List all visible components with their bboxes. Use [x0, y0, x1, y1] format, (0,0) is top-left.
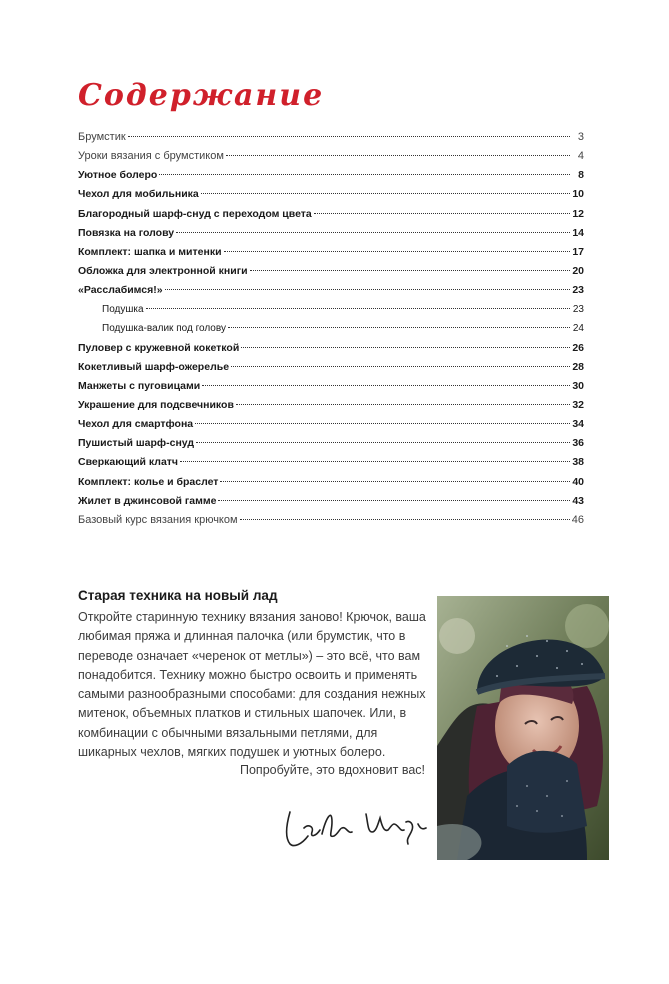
toc-entry-page: 8: [578, 169, 584, 182]
toc-entry: [78, 358, 584, 377]
toc-entry-page: 3: [577, 131, 584, 143]
promo-heading: Старая техника на новый лад: [78, 588, 278, 603]
toc-leader-dots: [202, 385, 570, 386]
toc-entry-title: Брумстик: [78, 131, 126, 143]
toc-entry-page: 28: [572, 360, 584, 373]
toc-leader-dots: [250, 270, 570, 271]
toc-entry-title: Кокетливый шарф-ожерелье: [78, 360, 230, 373]
toc-leader-dots: [201, 193, 570, 194]
toc-entry-page: 34: [572, 418, 584, 431]
toc-entry-page: 32: [572, 398, 584, 411]
toc-entry-page: 23: [572, 284, 584, 297]
toc-entry: [78, 166, 584, 185]
toc-entry-title: Чехол для смартфона: [78, 418, 194, 431]
toc-entry-title: Обложка для электронной книги: [78, 264, 248, 277]
toc-entry-title: Комплект: шапка и митенки: [78, 245, 222, 258]
toc-entry: [78, 205, 584, 224]
toc-leader-dots: [241, 347, 570, 348]
toc-entry-title: Комплект: колье и браслет: [78, 475, 219, 488]
toc-entry-page: 23: [572, 304, 584, 316]
toc-entry: [78, 511, 584, 530]
toc-entry-title: Украшение для подсвечников: [78, 398, 234, 411]
toc-entry: [78, 147, 584, 166]
toc-entry: [78, 434, 584, 453]
toc-leader-dots: [228, 327, 570, 328]
toc-entry: [78, 128, 584, 147]
toc-entry-page: 38: [572, 456, 584, 469]
toc-leader-dots: [220, 481, 570, 482]
toc-leader-dots: [224, 251, 570, 252]
toc-entry-title: Подушка: [102, 304, 144, 316]
toc-entry: [78, 262, 584, 281]
page-title: Содержание: [78, 78, 325, 113]
toc-entry-page: 24: [572, 323, 584, 335]
toc-leader-dots: [146, 308, 570, 309]
toc-entry: [78, 415, 584, 434]
toc-leader-dots: [159, 174, 570, 175]
toc-entry-title: «Расслабимся!»: [78, 284, 163, 297]
toc-entry-page: 26: [572, 341, 584, 354]
toc-entry: [78, 281, 584, 300]
toc-entry-title: Подушка-валик под голову: [102, 323, 226, 335]
toc-leader-dots: [180, 461, 570, 462]
toc-leader-dots: [196, 442, 570, 443]
toc-entry-title: Чехол для мобильника: [78, 188, 199, 201]
toc-leader-dots: [240, 519, 570, 520]
toc-entry-title: Уютное болеро: [78, 169, 158, 182]
toc-entry: [78, 492, 584, 511]
toc-entry-page: 14: [572, 226, 584, 239]
toc-leader-dots: [236, 404, 570, 405]
promo-closing: Попробуйте, это вдохновит вас!: [240, 763, 426, 777]
toc-entry-title: Пуловер с кружевной кокеткой: [78, 341, 240, 354]
toc-entry: [78, 396, 584, 415]
toc-leader-dots: [195, 423, 570, 424]
author-signature: [282, 800, 432, 855]
toc-entry-title: Манжеты с пуговицами: [78, 379, 201, 392]
toc-leader-dots: [176, 232, 570, 233]
toc-entry-page: 10: [572, 188, 584, 201]
toc-entry: [78, 339, 584, 358]
toc-entry-page: 43: [572, 494, 584, 507]
toc-entry-title: Сверкающий клатч: [78, 456, 179, 469]
toc-leader-dots: [165, 289, 570, 290]
toc-entry: [78, 453, 584, 472]
toc-leader-dots: [218, 500, 570, 501]
toc-leader-dots: [128, 136, 570, 137]
toc-entry: [78, 185, 584, 204]
author-photo: [437, 596, 609, 860]
toc-entry-title: Благородный шарф-снуд с переходом цвета: [78, 207, 312, 220]
toc-entry-page: 36: [572, 437, 584, 450]
toc-entry-page: 17: [572, 245, 584, 258]
toc-entry-page: 46: [571, 513, 584, 526]
toc-leader-dots: [231, 366, 570, 367]
toc-entry-title: Базовый курс вязания крючком: [78, 513, 238, 526]
toc-leader-dots: [226, 155, 570, 156]
toc-entry-title: Уроки вязания с брумстиком: [78, 150, 224, 163]
toc-entry: [78, 243, 584, 262]
toc-entry-title: Повязка на голову: [78, 226, 175, 239]
toc-entry-page: 12: [572, 207, 584, 220]
toc-entry-page: 20: [572, 264, 584, 277]
toc-entry-title: Жилет в джинсовой гамме: [78, 494, 217, 507]
promo-body: Откройте старинную технику вязания заново! Крючок, ваша любимая пряжа и длинная палочка (или брумстик, что в переводе означает «черенок от метлы») – это всё, что вам понадобится. Технику можно быстро освоить и применять самыми разнообразными способами: для создания нежных митенок, объемных платков и стильных шапочек. Или, в комбинации с обычными вязальными петлями, для шикарных чехлов, мягких подушек и уютных болеро.: [78, 610, 426, 760]
toc-entry: [78, 224, 584, 243]
toc-entry-page: 4: [577, 150, 584, 163]
toc-entry: [78, 300, 584, 319]
table-of-contents: [78, 128, 584, 530]
toc-entry-page: 30: [572, 379, 584, 392]
toc-entry: [78, 377, 584, 396]
toc-entry-title: Пушистый шарф-снуд: [78, 437, 195, 450]
toc-entry: [78, 319, 584, 338]
toc-entry: [78, 473, 584, 492]
toc-entry-page: 40: [572, 475, 584, 488]
toc-leader-dots: [314, 213, 570, 214]
